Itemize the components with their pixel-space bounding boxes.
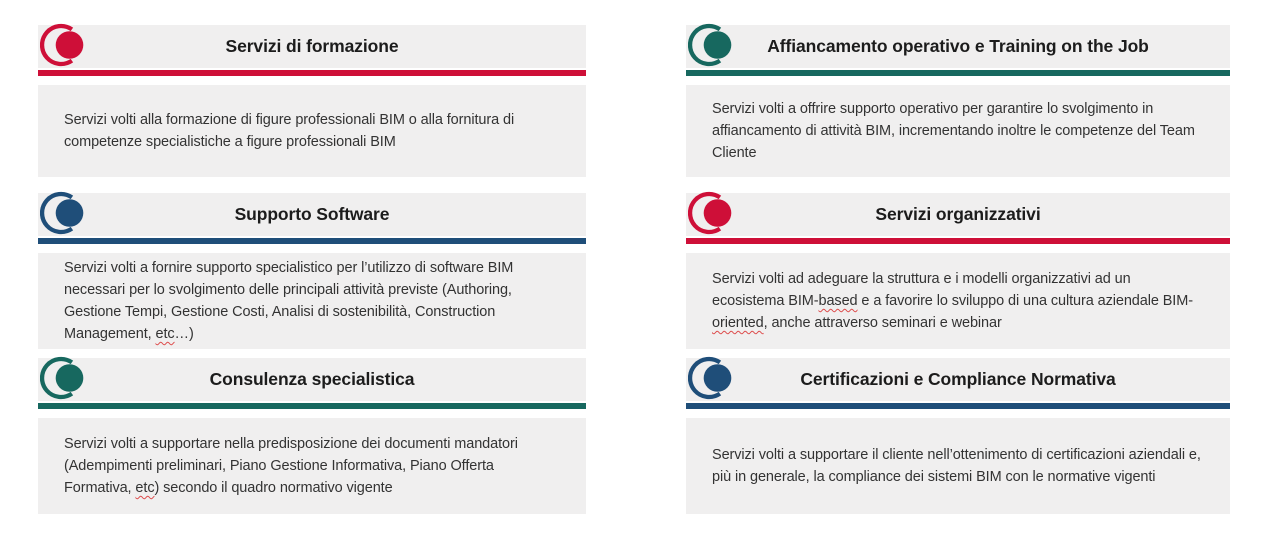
card-body [686,253,1230,349]
service-card [686,358,1230,514]
card-title: Certificazioni e Compliance Normativa [800,369,1116,389]
card-header [686,25,1230,68]
card-description: Servizi volti a offrire supporto operativo per garantire lo svolgimento in affiancamento di attività BIM, incrementando inoltre le competenze del Team Cliente [712,101,1195,161]
service-card [38,25,586,177]
crescent-circle-icon [688,21,736,69]
card-header [38,193,586,236]
card-description: Servizi volti ad adeguare la struttura e i modelli organizzativi ad un ecosistema BIM-based e a favorire lo sviluppo di una cultura aziendale BIM-oriented, anche attraverso seminari e webinar [712,271,1193,331]
accent-divider [686,238,1230,244]
card-description: Servizi volti a fornire supporto specialistico per l’utilizzo di software BIM necessari per lo svolgimento delle principali attività previste (Authoring, Gestione Tempi, Gestione Costi, Analisi di sostenibilità, Construction Management, etc…) [64,260,514,342]
crescent-circle-icon [688,354,736,402]
crescent-circle-icon [688,189,736,237]
card-title: Affiancamento operativo e Training on the Job [767,36,1149,56]
card-body [38,253,586,349]
service-card [686,25,1230,177]
card-description: Servizi volti alla formazione di figure professionali BIM o alla fornitura di competenze specialistiche a figure professionali BIM [64,112,515,150]
accent-divider [686,70,1230,76]
accent-divider [38,403,586,409]
card-title: Servizi organizzativi [875,204,1041,224]
card-body [38,418,586,514]
card-title: Consulenza specialistica [209,369,415,389]
card-body [686,418,1230,514]
card-header [686,358,1230,401]
card-title: Supporto Software [234,204,390,224]
accent-divider [38,70,586,76]
card-header [686,193,1230,236]
card-header [38,358,586,401]
service-card [38,358,586,514]
card-description: Servizi volti a supportare nella predisposizione dei documenti mandatori (Adempimenti preliminari, Piano Gestione Informativa, Piano Offerta Formativa, etc) secondo il quadro normativo vigente [64,436,518,496]
card-title: Servizi di formazione [225,36,399,56]
service-card [686,193,1230,349]
crescent-circle-icon [40,21,88,69]
card-body [38,85,586,177]
accent-divider [686,403,1230,409]
card-description: Servizi volti a supportare il cliente nell’ottenimento di certificazioni aziendali e, più in generale, la compliance dei sistemi BIM con le normative vigenti [712,447,1201,485]
right-column [686,0,1230,535]
card-body [686,85,1230,177]
accent-divider [38,238,586,244]
card-header [38,25,586,68]
crescent-circle-icon [40,189,88,237]
service-card [38,193,586,349]
crescent-circle-icon [40,354,88,402]
left-column [38,0,586,535]
